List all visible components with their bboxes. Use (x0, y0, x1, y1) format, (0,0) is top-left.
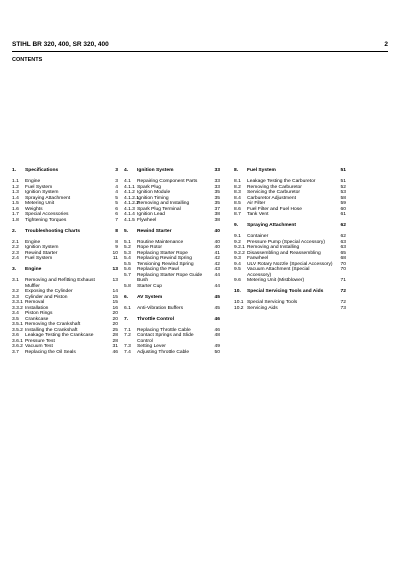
toc-entry-page: 35 (214, 201, 220, 206)
toc-entry[interactable] (12, 350, 118, 356)
toc-entry-page: 13 (112, 278, 118, 283)
toc-entry[interactable] (124, 333, 220, 344)
toc-entry-number: 6. (124, 294, 129, 300)
toc-entry-page: 38 (214, 212, 220, 217)
toc-entry-number: 1.2 (12, 184, 19, 190)
toc-chapter-entry[interactable] (12, 168, 118, 174)
toc-entry-title: Specifications (25, 168, 59, 173)
toc-entry-page: 68 (340, 256, 346, 261)
toc-entry[interactable] (12, 256, 118, 262)
toc-entry-title: Disassembling and Reassembling (247, 250, 321, 256)
toc-entry-number: 5.1 (124, 239, 131, 245)
toc-entry-page: 15 (112, 294, 118, 300)
toc-entry-page: 53 (340, 190, 346, 195)
toc-entry-page: 45 (214, 294, 220, 300)
toc-entry-number: 8. (234, 168, 239, 173)
toc-entry-number: 1.7 (12, 212, 19, 217)
toc-column-2 (124, 168, 220, 355)
toc-entry-page: 10 (112, 250, 118, 256)
toc-entry-number: 3.1 (12, 278, 19, 283)
toc-entry-title: ULV Rotary Nozzle (Special Accessory) (247, 261, 333, 267)
toc-entry-number: 4.1.1 (124, 184, 135, 190)
toc-entry-title: Piston Rings (25, 311, 53, 316)
toc-chapter-entry[interactable] (124, 317, 220, 323)
toc-entry-title: Fuel System (25, 256, 53, 261)
toc-entry-title: Installing the Crankshaft (25, 327, 78, 333)
toc-entry-title: Replacing Rewind Spring (137, 256, 192, 261)
toc-chapter-entry[interactable] (234, 223, 346, 229)
toc-entry-title: Routine Maintenance (137, 239, 184, 245)
toc-entry-page: 33 (214, 168, 220, 173)
toc-entry-number: 4.1.2.2 (124, 201, 139, 206)
toc-entry-title: Starter Cup (137, 283, 163, 289)
toc-entry-number: 10. (234, 289, 241, 294)
toc-entry-number: 5.4 (124, 256, 131, 261)
toc-entry-page: 5 (115, 195, 118, 201)
toc-entry-page: 59 (340, 201, 346, 206)
toc-entry-page: 15 (112, 300, 118, 305)
toc-entry-number: 7. (124, 316, 129, 322)
toc-entry-number: 1.6 (12, 206, 19, 212)
toc-entry-page: 3 (115, 168, 118, 173)
toc-entry-title: Engine (25, 179, 41, 184)
toc-entry[interactable] (234, 278, 346, 284)
toc-entry-page: 33 (214, 179, 220, 184)
toc-entry-title: Engine (25, 267, 42, 272)
toc-entry-title: Spraying Attachment (25, 195, 71, 201)
toc-chapter-entry[interactable] (124, 168, 220, 174)
toc-entry-page: 58 (340, 195, 346, 201)
toc-entry-number: 5.3 (124, 250, 131, 256)
toc-entry[interactable] (234, 212, 346, 218)
toc-entry-title: Setting Lever (137, 344, 166, 349)
toc-entry-title: Special Servicing Tools and Aids (247, 289, 324, 294)
toc-entry-title: Carburetor Adjustment (247, 195, 296, 201)
toc-entry[interactable] (12, 218, 118, 224)
toc-entry-title: Vacuum Test (25, 344, 53, 349)
toc-entry-page: 25 (112, 327, 118, 333)
toc-entry[interactable] (124, 273, 220, 284)
toc-entry-number: 2.2 (12, 245, 19, 250)
toc-entry-number: 4.1.3 (124, 206, 135, 212)
toc-entry-title: Ignition Module (137, 190, 171, 195)
toc-entry-title: Installation (25, 305, 49, 311)
toc-entry-page: 16 (112, 305, 118, 311)
toc-entry-title: Rewind Starter (137, 228, 172, 234)
toc-entry-number: 3.6.1 (12, 338, 23, 344)
toc-entry-title: Fuel System (25, 184, 53, 190)
toc-entry-page: 40 (214, 228, 220, 234)
toc-entry-number: 10.2 (234, 305, 244, 311)
toc-entry[interactable] (124, 284, 220, 290)
toc-entry-page: 37 (214, 206, 220, 212)
toc-entry-number: 9.3 (234, 256, 241, 261)
toc-entry-number: 3.5 (12, 316, 19, 322)
toc-entry-number: 9. (234, 223, 239, 228)
toc-entry-page: 40 (214, 245, 220, 250)
toc-entry-page: 49 (214, 344, 220, 349)
toc-entry-title: Repairing Component Parts (137, 179, 198, 184)
toc-entry-number: 3.3 (12, 294, 19, 300)
toc-entry-number: 8.5 (234, 201, 241, 206)
toc-entry-title: Tightening Torques (25, 217, 67, 223)
toc-chapter-entry[interactable] (12, 267, 118, 273)
toc-entry-number: 8.7 (234, 212, 241, 217)
toc-entry-title: Weights (25, 206, 43, 212)
toc-entry-title: Removing and Installing (137, 201, 190, 206)
contents-heading: CONTENTS (12, 57, 43, 63)
toc-entry-page: 31 (112, 344, 118, 349)
toc-entry-page: 7 (115, 217, 118, 223)
toc-entry-title: Ignition System (25, 190, 59, 195)
toc-entry-title: Removing the Crankshaft (25, 322, 81, 327)
toc-entry-page: 20 (112, 316, 118, 322)
toc-entry-page: 33 (214, 184, 220, 190)
toc-entry-page: 41 (214, 250, 220, 256)
toc-entry-title: Metering Unit (25, 201, 55, 206)
toc-entry-number: 1.5 (12, 201, 19, 206)
toc-entry-title: Servicing the Carburetor (247, 190, 301, 195)
toc-entry-title: Fanwheel (247, 256, 269, 261)
toc-entry-title: Leakage Testing the Crankcase (25, 333, 94, 338)
toc-entry-page: 6 (115, 212, 118, 217)
toc-entry-number: 8.1 (234, 179, 241, 184)
toc-entry-title: Fuel Filter and Fuel Hose (247, 206, 302, 212)
toc-entry-page: 13 (112, 267, 118, 272)
toc-entry-number: 1.8 (12, 217, 19, 223)
toc-entry-number: 8.3 (234, 190, 241, 195)
toc-chapter-entry[interactable] (12, 229, 118, 235)
toc-entry-number: 3.3.2 (12, 305, 23, 311)
toc-entry-title: Spraying Attachment (247, 223, 297, 228)
toc-entry[interactable] (234, 306, 346, 312)
toc-column-3 (234, 168, 346, 311)
toc-entry-title: Special Servicing Tools (247, 300, 298, 305)
toc-entry-title: Adjusting Throttle Cable (137, 349, 190, 355)
toc-entry-title: Anti-Vibration Buffers (137, 305, 184, 311)
toc-entry-page: 46 (214, 316, 220, 322)
toc-entry-page: 71 (340, 278, 346, 283)
toc-entry-title: Removing the Carburetor (247, 184, 302, 190)
toc-entry-title: Ignition Lead (137, 212, 166, 217)
toc-entry-number: 9.1 (234, 234, 241, 239)
toc-entry-title: AV System (137, 294, 163, 300)
toc-entry-number: 9.6 (234, 278, 241, 283)
toc-entry-number: 2.1 (12, 239, 19, 245)
toc-entry-title: Removing and Installing (247, 245, 300, 250)
toc-entry-page: 11 (112, 256, 118, 261)
toc-entry[interactable] (124, 306, 220, 312)
toc-entry-page: 14 (112, 289, 118, 294)
toc-entry-page: 70 (340, 267, 346, 272)
toc-entry-title: Troubleshooting Charts (25, 228, 81, 234)
toc-entry-title: Replacing Starter Rope Guide Bush (137, 272, 203, 283)
toc-entry-number: 5. (124, 228, 129, 234)
toc-chapter-entry[interactable] (124, 295, 220, 301)
toc-entry-page: 72 (340, 300, 346, 305)
toc-entry-page: 42 (214, 261, 220, 267)
toc-entry[interactable] (124, 218, 220, 224)
toc-entry-title: Contact Springs and Slide Control (137, 333, 194, 344)
toc-entry-number: 3.6 (12, 333, 19, 338)
toc-entry-page: 63 (340, 245, 346, 250)
toc-entry-number: 7.4 (124, 349, 131, 355)
toc-entry-number: 10.1 (234, 300, 244, 305)
toc-entry-number: 9.2.2 (234, 250, 245, 256)
toc-entry-page: 4 (115, 184, 118, 190)
running-header (12, 41, 388, 48)
toc-entry-page: 62 (340, 223, 346, 228)
toc-entry-number: 5.2 (124, 245, 131, 250)
toc-entry-page: 20 (112, 311, 118, 316)
toc-entry-page: 28 (112, 333, 118, 338)
toc-entry-title: Ignition System (25, 245, 59, 250)
toc-entry-number: 3.5.1 (12, 322, 23, 327)
toc-entry-page: 61 (340, 212, 346, 217)
toc-entry-number: 1.4 (12, 195, 19, 201)
toc-entry-title: Fuel System (247, 168, 276, 173)
toc-entry-page: 9 (115, 245, 118, 250)
toc-entry-page: 40 (214, 239, 220, 245)
toc-entry-number: 9.4 (234, 261, 241, 267)
toc-entry-title: Air Filter (247, 201, 266, 206)
toc-entry-title: Tank Vent (247, 212, 269, 217)
toc-entry-page: 52 (340, 184, 346, 190)
toc-entry-page: 44 (214, 283, 220, 289)
toc-entry-title: Ignition Timing (137, 195, 169, 201)
toc-entry-number: 3.7 (12, 349, 19, 355)
toc-entry-title: Replacing the Oil Seals (25, 349, 76, 355)
toc-entry-number: 7.3 (124, 344, 131, 349)
toc-entry-number: 2.4 (12, 256, 19, 261)
toc-entry-title: Ignition System (137, 168, 174, 173)
toc-entry-number: 6.1 (124, 305, 131, 311)
toc-entry-number: 4. (124, 168, 129, 173)
toc-entry-number: 3.6.2 (12, 344, 23, 349)
toc-entry-page: 51 (340, 168, 346, 173)
toc-entry-title: Leakage Testing the Carburetor (247, 179, 316, 184)
toc-entry-number: 9.2.1 (234, 245, 245, 250)
toc-entry-title: Replacing Starter Rope (137, 250, 188, 256)
toc-entry-number: 1. (12, 168, 17, 173)
toc-entry-title: Rewind Starter (25, 250, 58, 256)
toc-entry-title: Pressure Pump (Special Accessory) (247, 239, 326, 245)
toc-entry-number: 4.1 (124, 179, 131, 184)
toc-entry[interactable] (124, 350, 220, 356)
toc-entry-title: Metering Unit (Mistblower) (247, 278, 305, 283)
toc-entry-number: 9.2 (234, 239, 241, 245)
toc-entry-page: 73 (340, 305, 346, 311)
toc-entry-number: 4.1.5 (124, 217, 135, 223)
toc-entry-title: Exposing the Cylinder (25, 289, 73, 294)
toc-entry-page: 45 (214, 305, 220, 311)
toc-entry-title: Crankcase (25, 316, 49, 322)
toc-entry-page: 42 (214, 256, 220, 261)
toc-entry-page: 35 (214, 195, 220, 201)
toc-entry-number: 8.2 (234, 184, 241, 190)
header-rule (12, 51, 388, 52)
toc-entry-title: Vacuum Attachment (Special Accessory) (247, 267, 310, 278)
toc-entry-page: 20 (112, 322, 118, 327)
toc-entry-page: 46 (112, 349, 118, 355)
toc-entry-page: 3 (115, 179, 118, 184)
toc-entry-number: 5.5 (124, 261, 131, 267)
toc-entry-page: 8 (115, 239, 118, 245)
toc-entry-number: 4.1.4 (124, 212, 135, 217)
toc-entry-page: 28 (112, 338, 118, 344)
toc-entry-title: Removing and Refitting Exhaust Muffler (25, 278, 95, 289)
toc-entry-number: 5.8 (124, 283, 131, 289)
toc-entry-title: Special Accessories (25, 212, 69, 217)
toc-entry-number: 3.2 (12, 289, 19, 294)
toc-entry-page: 35 (214, 190, 220, 195)
toc-entry-title: Cylinder and Piston (25, 294, 68, 300)
toc-entry-title: Replacing Throttle Cable (137, 327, 191, 333)
toc-entry-title: Spark Plug (137, 184, 161, 190)
toc-entry-title: Throttle Control (137, 316, 174, 322)
toc-entry-number: 9.5 (234, 267, 241, 272)
toc-entry-number: 5.6 (124, 267, 131, 272)
toc-entry-number: 3.3.1 (12, 300, 23, 305)
toc-entry-page: 72 (340, 289, 346, 294)
toc-entry-page: 6 (115, 206, 118, 212)
toc-entry-page: 50 (214, 349, 220, 355)
toc-entry-page: 38 (214, 217, 220, 223)
toc-entry-page: 44 (214, 272, 220, 278)
toc-entry-title: Spark Plug Terminal (137, 206, 181, 212)
toc-chapter-entry[interactable] (124, 229, 220, 235)
toc-entry-page: 60 (340, 206, 346, 212)
toc-entry-title: Replacing the Pawl (137, 267, 179, 272)
toc-entry-number: 4.1.2.1 (124, 195, 139, 201)
toc-entry-page: 5 (115, 201, 118, 206)
page-number: 2 (384, 41, 388, 48)
toc-entry-number: 2.3 (12, 250, 19, 256)
toc-chapter-entry[interactable] (234, 289, 346, 295)
toc-entry-page: 70 (340, 261, 346, 267)
toc-entry-title: Rope Rotor (137, 245, 163, 250)
toc-entry-number: 3. (12, 267, 17, 272)
toc-entry-number: 2. (12, 228, 17, 234)
toc-entry-title: Container (247, 234, 269, 239)
toc-entry-title: Removal (25, 300, 45, 305)
toc-entry-number: 7.1 (124, 327, 131, 333)
toc-entry-page: 63 (340, 239, 346, 245)
toc-entry-number: 1.3 (12, 190, 19, 195)
toc-entry-page: 43 (214, 267, 220, 272)
toc-entry-number: 5.7 (124, 272, 131, 278)
toc-entry-page: 51 (340, 179, 346, 184)
toc-entry-title: Flywheel (137, 217, 157, 223)
toc-entry-number: 3.4 (12, 311, 19, 316)
toc-chapter-entry[interactable] (234, 168, 346, 174)
toc-entry[interactable] (12, 278, 118, 289)
toc-entry-number: 8.6 (234, 206, 241, 212)
toc-entry-number: 4.1.2 (124, 190, 135, 195)
toc-entry-page: 8 (115, 228, 118, 234)
toc-entry-page: 65 (340, 250, 346, 256)
toc-entry-title: Tensioning Rewind Spring (137, 261, 194, 267)
toc-entry-page: 48 (214, 333, 220, 338)
toc-entry-title: Pressure Test (25, 338, 55, 344)
toc-entry-number: 7.2 (124, 333, 131, 338)
toc-entry-number: 8.4 (234, 195, 241, 201)
toc-entry-page: 62 (340, 234, 346, 239)
toc-entry-number: 3.5.2 (12, 327, 23, 333)
toc-entry-title: Engine (25, 239, 41, 245)
toc-entry-title: Servicing Aids (247, 305, 278, 311)
toc-entry-page: 46 (214, 327, 220, 333)
toc-entry-page: 4 (115, 190, 118, 195)
toc-entry[interactable] (234, 267, 346, 278)
toc-entry-number: 1.1 (12, 179, 19, 184)
manual-title: STIHL BR 320, 400, SR 320, 400 (12, 41, 109, 48)
toc-column-1 (12, 168, 118, 355)
